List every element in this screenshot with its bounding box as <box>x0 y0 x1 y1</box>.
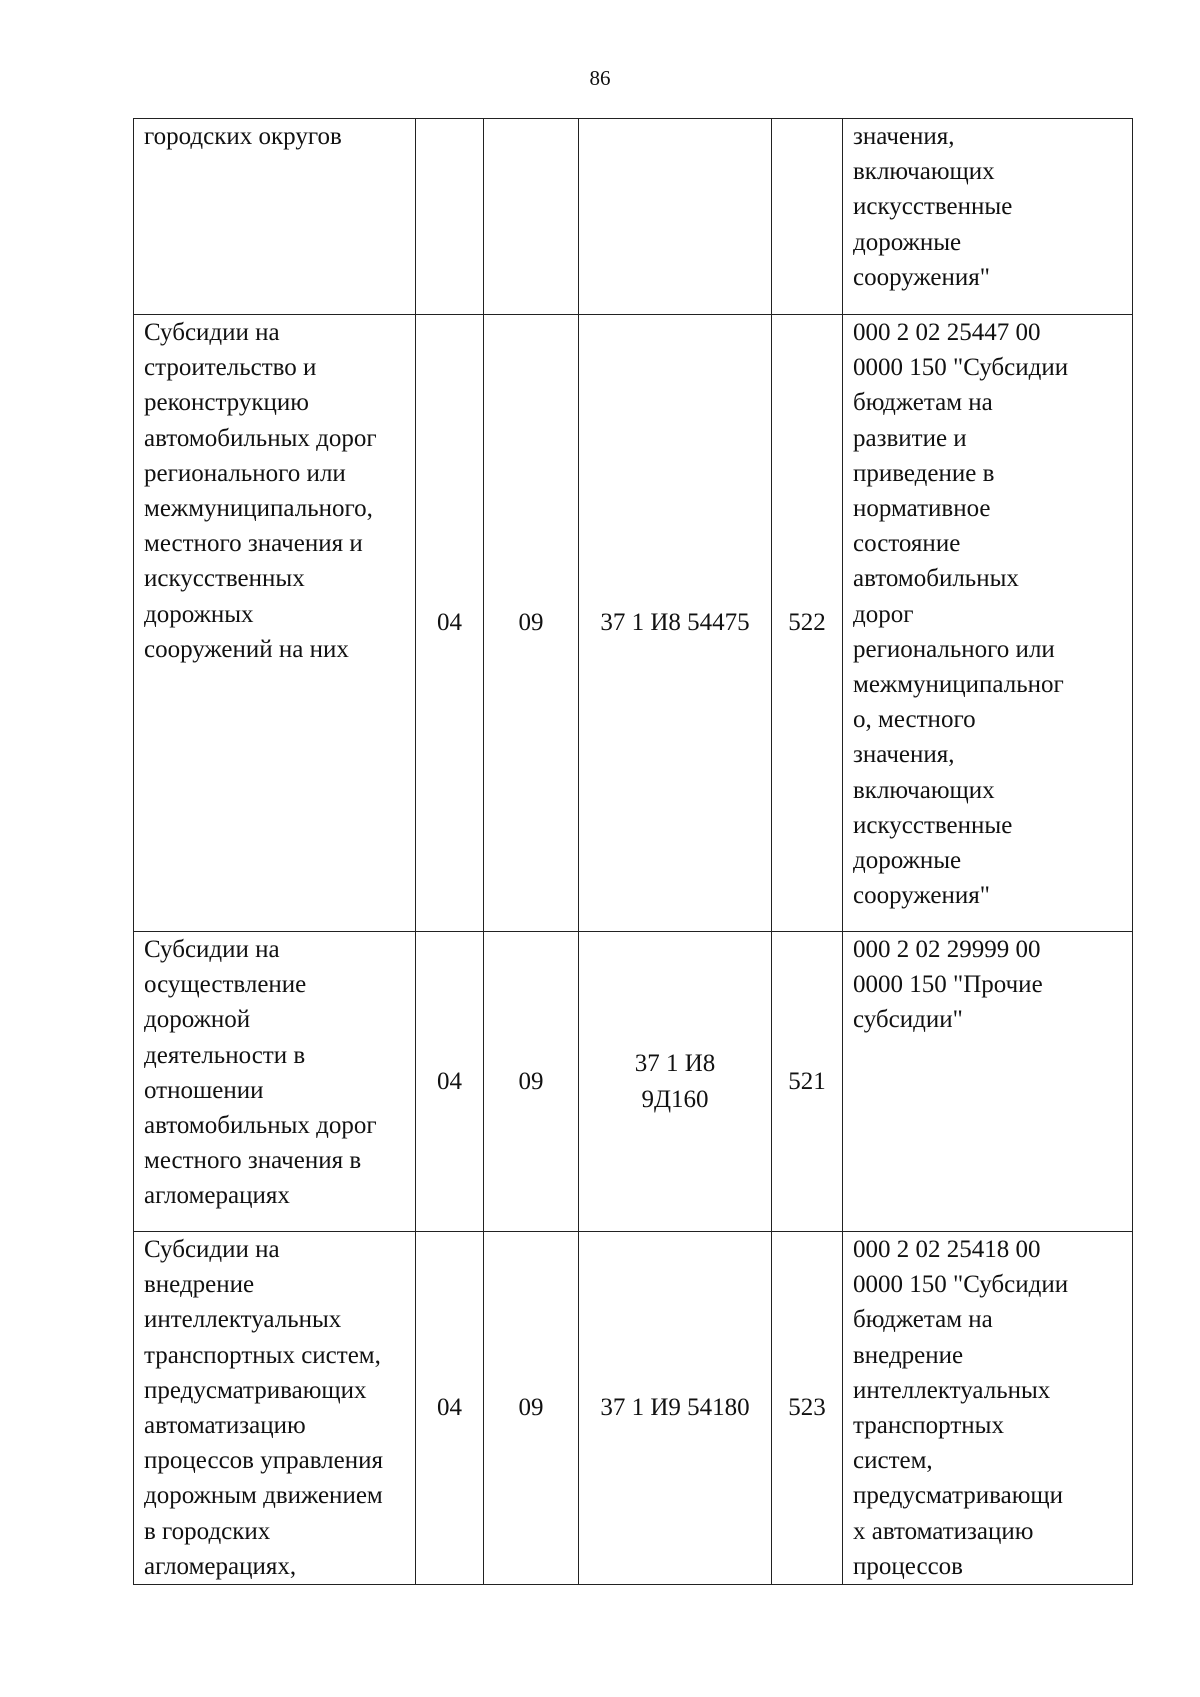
section-code-cell: 04 <box>416 932 484 1232</box>
revenue-source-cell: значения, включающих искусственные дорожные сооружения" <box>843 119 1133 315</box>
target-article-cell: 37 1 И8 9Д160 <box>579 932 772 1232</box>
revenue-source-cell: 000 2 02 25447 00 0000 150 "Субсидии бюджетам на развитие и приведение в нормативное состояние автомобильных дорог регионального или межмуниципальног о, местного значения, включающих искусственные дорожные сооружения" <box>843 315 1133 932</box>
target-article-cell: 37 1 И9 54180 <box>579 1232 772 1585</box>
target-article-cell <box>579 119 772 315</box>
expense-name-cell: Субсидии на внедрение интеллектуальных транспортных систем, предусматривающих автоматизацию процессов управления дорожным движением в городских агломерациях, <box>134 1232 416 1585</box>
table-row <box>134 119 1133 315</box>
table-row <box>134 315 1133 932</box>
expense-name-cell: Субсидии на строительство и реконструкцию автомобильных дорог регионального или межмуниципального, местного значения и искусственных дорожных сооружений на них <box>134 315 416 932</box>
revenue-source-cell: 000 2 02 29999 00 0000 150 "Прочие субсидии" <box>843 932 1133 1232</box>
expense-type-cell <box>772 119 843 315</box>
budget-classification-table <box>133 118 1133 1585</box>
subsection-code-cell: 09 <box>484 932 579 1232</box>
section-code-cell: 04 <box>416 1232 484 1585</box>
section-code-cell: 04 <box>416 315 484 932</box>
section-code-cell <box>416 119 484 315</box>
expense-name-cell: городских округов <box>134 119 416 315</box>
expense-name-cell: Субсидии на осуществление дорожной деятельности в отношении автомобильных дорог местного значения в агломерациях <box>134 932 416 1232</box>
expense-type-cell: 521 <box>772 932 843 1232</box>
subsection-code-cell: 09 <box>484 315 579 932</box>
page-number: 86 <box>589 66 611 90</box>
expense-type-cell: 522 <box>772 315 843 932</box>
target-article-cell: 37 1 И8 54475 <box>579 315 772 932</box>
subsection-code-cell <box>484 119 579 315</box>
revenue-source-cell: 000 2 02 25418 00 0000 150 "Субсидии бюджетам на внедрение интеллектуальных транспортных систем, предусматривающи х автоматизацию процессов <box>843 1232 1133 1585</box>
expense-type-cell: 523 <box>772 1232 843 1585</box>
subsection-code-cell: 09 <box>484 1232 579 1585</box>
table-row <box>134 1232 1133 1585</box>
table-row <box>134 932 1133 1232</box>
